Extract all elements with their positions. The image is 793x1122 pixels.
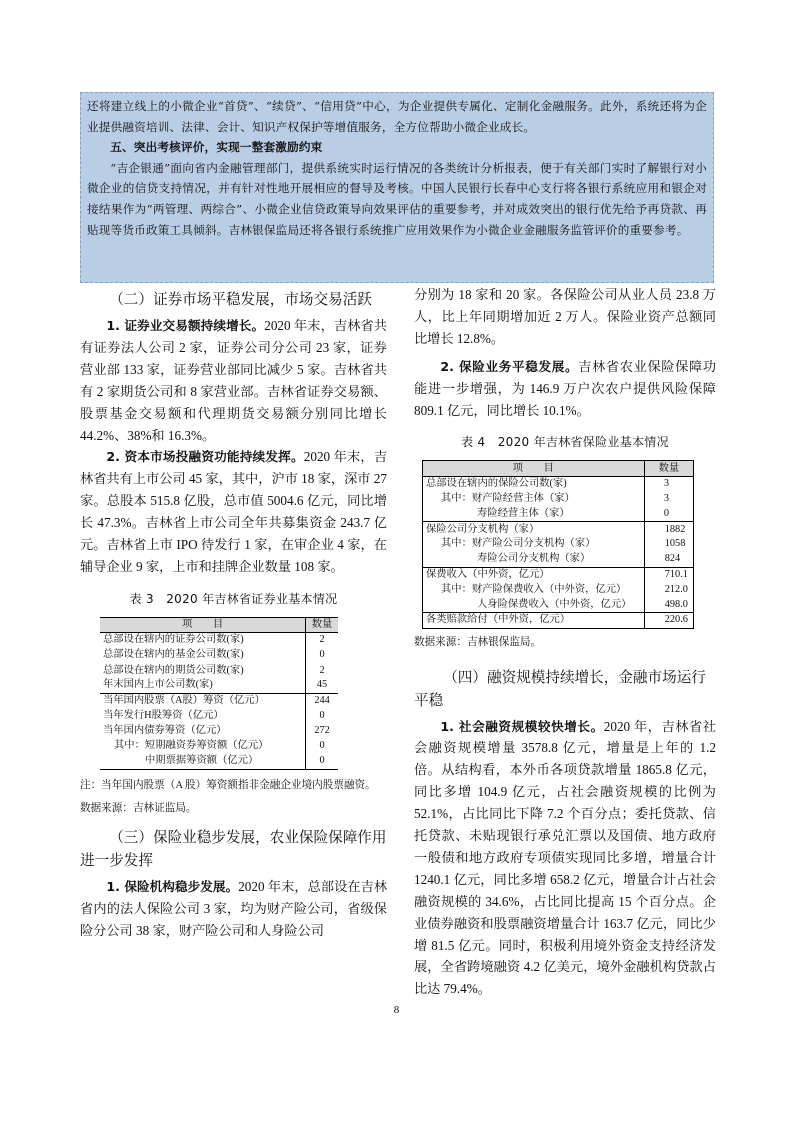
- table-4-source: 数据来源：吉林银保监局。: [414, 636, 542, 648]
- table-4: [422, 460, 694, 628]
- paragraph-lead: 1. 证券业交易额持续增长。: [106, 318, 265, 333]
- row-value: 244: [314, 695, 330, 707]
- row-value: 0: [319, 755, 325, 767]
- table-row: [100, 739, 338, 754]
- insurance-paragraph-continued: 分别为 18 家和 20 家。各保险公司从业人员 23.8 万人，比上年同期增加近 2 万人。保险业资产总额同比增长 12.8%。: [414, 287, 716, 346]
- paragraph-text: 2020 年，吉林省社会融资规模增量 3578.8 亿元，增量是上年的 1.2 倍。从结构看，本外币各项贷款增量 1865.8 亿元，同比多增 104.9 亿元，占社会融资规模的比例为 52.1%，占比同比下降 7.2 个百分点；委托贷款、信托贷款、未贴现银行承兑汇票以及国债、地方政府一般债和地方政府专项债实现同比多增，增量合计 1240.1 亿元，同比多增 658.2 亿元，增量合计占社会融资规模的 34.6%，占比同比提高 15 个百分点。企业债券融资和股票融资增量合计 163.7 亿元，同比少增 81.5 亿元。同时，积极利用境外资金支持经济发展，全省跨境融资 4.2 亿美元，境外金融机构贷款占比达 79.4%。: [414, 718, 716, 997]
- row-value: 498.0: [664, 598, 688, 610]
- row-value: 220.6: [664, 614, 688, 626]
- row-item: 其中：财产险保费收入（中外资，亿元）: [423, 582, 645, 597]
- table-row: [423, 613, 694, 628]
- right-column: [414, 284, 716, 1000]
- row-item: 保费收入（中外资，亿元）: [423, 567, 645, 582]
- paragraph-lead: 2. 保险业务平稳发展。: [440, 358, 579, 374]
- table-row: [423, 537, 694, 552]
- row-item: 当年国内债券筹资（亿元）: [100, 724, 306, 739]
- column-header-item: 项 目: [423, 461, 645, 476]
- left-column: [80, 286, 387, 941]
- page-number: 8: [393, 1004, 400, 1016]
- row-value: 1058: [664, 538, 686, 550]
- row-item: 年末国内上市公司数(家): [100, 678, 306, 693]
- financing-paragraph-1: [414, 716, 716, 1001]
- row-item: 当年国内股票（A股）筹资（亿元）: [100, 693, 306, 708]
- table-row: [423, 476, 694, 491]
- table-row: [423, 507, 694, 522]
- table-row: [423, 491, 694, 506]
- table-row: [100, 648, 338, 663]
- table-row: [100, 709, 338, 724]
- table-row: [100, 724, 338, 739]
- table-3-source: 数据来源：吉林证监局。: [80, 802, 197, 814]
- table-header-row: [100, 617, 338, 632]
- row-value: 710.1: [664, 569, 688, 581]
- row-value: 2: [319, 664, 325, 676]
- table-3-note: 注：当年国内股票（A 股）筹资额指非金融企业境内股票融资。: [80, 779, 376, 791]
- table-3: [100, 617, 338, 770]
- highlight-box: [80, 92, 714, 283]
- row-value: 0: [319, 740, 325, 752]
- row-value: 2: [319, 634, 325, 646]
- table-row: [100, 663, 338, 678]
- paragraph-lead: 1. 社会融资规模较快增长。: [440, 718, 604, 734]
- row-value: 1882: [664, 523, 686, 535]
- column-header-count: 数量: [306, 617, 338, 632]
- box-paragraph-1: 还将建立线上的小微企业“首贷”、“续贷”、“信用贷”中心，为企业提供专属化、定制化金融服务。此外，系统还将为企业提供融资培训、法律、会计、知识产权保护等增值服务，全方位帮助小微企业成长。: [87, 99, 707, 134]
- row-item: 中期票据筹资额（亿元）: [100, 754, 306, 769]
- table-row: [423, 567, 694, 582]
- paragraph-text: 2020 年末，总部设在吉林省内的法人保险公司 3 家，均为财产险公司，省级保险分公司 38 家，财产险公司和人身险公司: [80, 878, 388, 938]
- paragraph-text: 2020 年末，吉林省共有上市公司 45 家，其中，沪市 18 家，深市 27 家。总股本 515.8 亿股，总市值 5004.6 亿元，同比增长 47.3%。吉林省上市公司全年共募集资金 243.7 亿元。吉林省上市 IPO 待发行 1 家，在审企业 4 家，在辅导企业 9 家，上市和挂牌企业数量 108 家。: [80, 449, 388, 574]
- paragraph-text: 吉林省农业保险保障功能进一步增强，为 146.9 万户次农户提供风险保障 809.1 亿元，同比增长 10.1%。: [414, 358, 717, 418]
- column-header-count: 数量: [644, 461, 693, 476]
- table-row: [100, 693, 338, 708]
- column-header-item: 项 目: [100, 617, 306, 632]
- table-row: [100, 754, 338, 769]
- row-value: 0: [319, 649, 325, 661]
- row-item: 总部设在辖内的期货公司数(家): [100, 663, 306, 678]
- insurance-paragraph-1: [80, 876, 387, 942]
- table-row: [423, 552, 694, 567]
- box-paragraph-2: “吉企银通”面向省内金融管理部门，提供系统实时运行情况的各类统计分析报表，便于有关部门实时了解银行对小微企业的信贷支持情况，并有针对性地开展相应的督导及考核。中国人民银行长春中心支行将各银行系统应用和银企对接结果作为“两管理、两综合”、小微企业信贷政策导向效果评估的重要参考，并对成效突出的银行优先给予再贷款、再贴现等货币政策工具倾斜。吉林银保监局还将各银行系统推广应用效果作为小微企业金融服务监管评价的重要参考。: [87, 160, 707, 237]
- table-3-caption: 表 3 2020 年吉林省证券业基本情况: [129, 591, 338, 606]
- row-item: 总部设在辖内的基金公司数(家): [100, 648, 306, 663]
- row-value: 0: [319, 710, 325, 722]
- row-value: 3: [663, 477, 669, 489]
- row-item: 总部设在辖内的证券公司数(家): [100, 633, 306, 648]
- table-row: [100, 678, 338, 693]
- row-value: 0: [644, 507, 693, 522]
- row-item: 其中：短期融资券筹资额（亿元）: [100, 739, 306, 754]
- row-value: 3: [663, 492, 669, 504]
- table-row: [423, 598, 694, 613]
- row-item: 其中：财产险经营主体（家）: [423, 491, 645, 506]
- box-heading: 五、突出考核评价，实现一整套激励约束: [110, 140, 323, 155]
- insurance-paragraph-2: [414, 356, 716, 422]
- table-row: [100, 633, 338, 648]
- row-item: 其中：财产险公司分支机构（家）: [423, 537, 645, 552]
- section-2-heading: （二）证券市场平稳发展，市场交易活跃: [109, 291, 372, 308]
- paragraph-lead: 2. 资本市场投融资功能持续发挥。: [106, 449, 304, 465]
- row-item: 当年发行H股筹资（亿元）: [100, 709, 306, 724]
- row-item: 寿险公司分支机构（家）: [423, 552, 645, 567]
- section-3-heading: （三）保险业稳步发展，农业保险保障作用进一步发挥: [80, 828, 387, 869]
- table-header-row: [423, 461, 694, 476]
- row-value: 212.0: [664, 584, 688, 596]
- row-item: 人身险保费收入（中外资，亿元）: [423, 598, 645, 613]
- securities-paragraph-1: [80, 315, 387, 446]
- table-row: [423, 582, 694, 597]
- section-4-heading: （四）融资规模持续增长，金融市场运行平稳: [414, 668, 706, 709]
- paragraph-lead: 1. 保险机构稳步发展。: [106, 878, 239, 894]
- row-value: 45: [306, 678, 338, 693]
- table-4-caption: 表 4 2020 年吉林省保险业基本情况: [461, 435, 669, 450]
- row-item: 各类赔款给付（中外资，亿元）: [423, 613, 645, 628]
- row-item: 寿险经营主体（家）: [423, 507, 645, 522]
- row-value: 824: [644, 552, 693, 567]
- table-row: [423, 522, 694, 537]
- paragraph-text: 2020 年末，吉林省共有证券法人公司 2 家，证券公司分公司 23 家，证券营业部 133 家，证券营业部同比减少 5 家。吉林省共有 2 家期货公司和 8 家营业部。吉林省证券交易额、股票基金交易额和代理期货交易额分别同比增长 44.2%、38%和 16.3%。: [80, 318, 387, 443]
- row-item: 总部设在辖内的保险公司数(家): [423, 476, 645, 491]
- securities-paragraph-2: [80, 446, 387, 577]
- row-item: 保险公司分支机构（家）: [423, 522, 645, 537]
- row-value: 272: [314, 725, 330, 737]
